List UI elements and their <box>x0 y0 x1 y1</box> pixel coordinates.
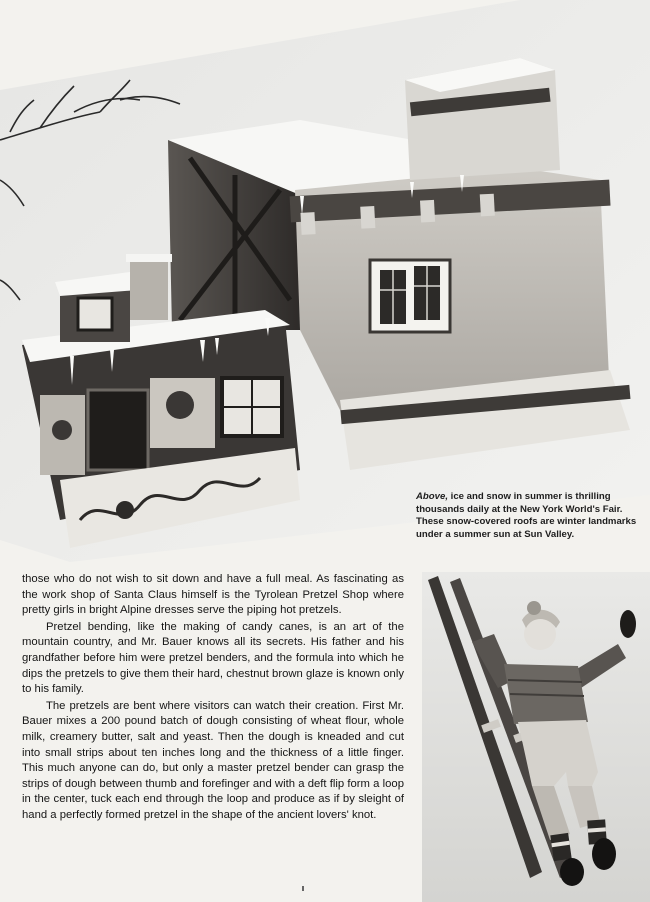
caption-text: ice and snow in summer is thrilling thousands daily at the New York World's Fair. These snow-covered roofs are winter landmarks under a summer sun at Sun Valley. <box>416 491 637 540</box>
body-paragraph: those who do not wish to sit down and have a full meal. As fascinating as the work shop of Santa Claus himself is the Tyrolean Pretzel Shop where pretty girls in bright Alpine dresses serve the piping hot pretzels. <box>22 573 404 617</box>
skier-photo <box>422 572 650 902</box>
body-paragraph: The pretzels are bent where visitors can watch their creation. First Mr. Bauer mixes a 200 pound batch of dough consisting of wheat flour, whole milk, creamery butter, salt and yeast. Then the dough is kneaded and cut into small strips about ten inches long and the thickness of a little finger. This much anyone can do, but only a master pretzel bender can grasp the strips of dough between thumb and forefinger and with a deft flip form a loop in the center, tuck each end through the loop and produce as if by sleight of hand a perfectly formed pretzel in the shape of the ancient lovers' knot. <box>22 699 404 821</box>
photo-caption <box>416 491 638 541</box>
tower-window <box>370 260 450 332</box>
body-paragraph: Pretzel bending, like the making of candy canes, is an art of the mountain country, and Mr. Bauer knows all its secrets. His father and his grandfather before him were pretzel benders, and the formula into which he dips the pretzels to give them their hard, chestnut brown glaze is known only to his family. <box>22 620 404 696</box>
article-body <box>22 572 404 824</box>
page-mark <box>302 886 304 891</box>
caption-lead: Above, <box>416 491 448 502</box>
